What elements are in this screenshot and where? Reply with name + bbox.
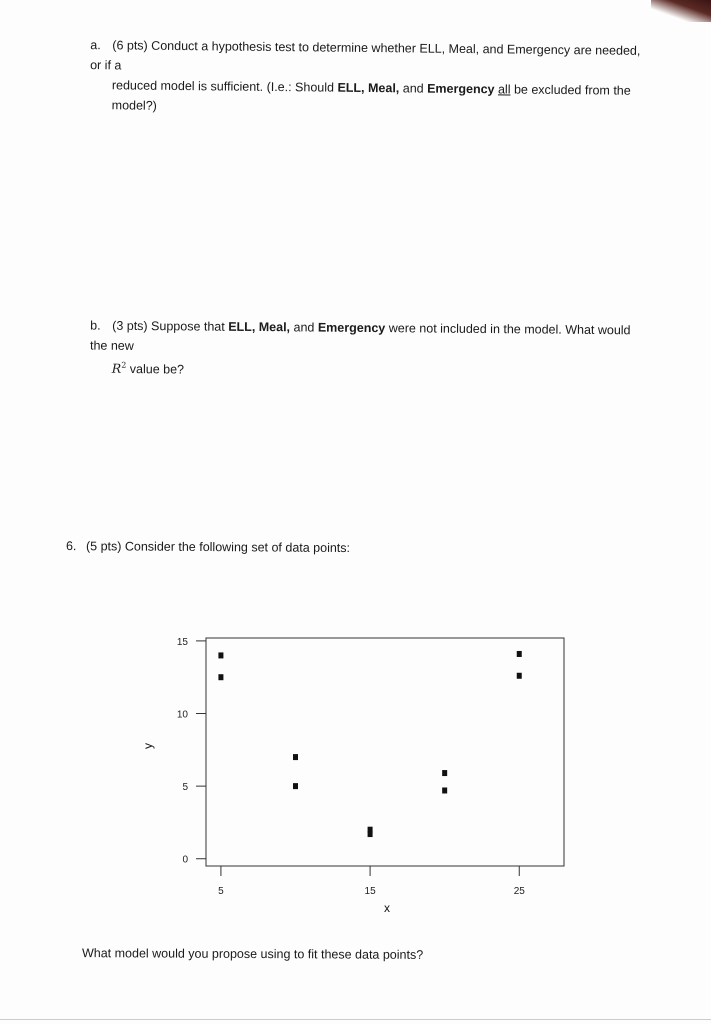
question-6-label: 6. [65, 539, 77, 554]
question-a-label: a. [90, 38, 101, 53]
text-segment: be excluded from the model?) [111, 82, 631, 113]
question-a-line1 [90, 35, 650, 81]
scatter-plot [130, 620, 580, 920]
y-tick-label: 0 [182, 854, 188, 866]
data-point [293, 783, 298, 789]
underlined-term: all [497, 82, 511, 97]
data-point [368, 831, 373, 837]
corner-mark [651, 0, 711, 22]
question-b-line1 [90, 316, 650, 361]
bold-term: Emergency [427, 81, 495, 97]
y-tick-label: 15 [176, 636, 188, 648]
data-point [517, 651, 522, 657]
text-segment: were not included in the model. What would the new [89, 321, 631, 353]
bold-term: ELL, Meal, [228, 319, 291, 335]
text-segment: and [290, 320, 318, 335]
bold-term: ELL, Meal, [337, 80, 400, 96]
y-tick-label: 10 [176, 709, 188, 721]
data-point [517, 673, 522, 679]
text-segment: reduced model is sufficient. (I.e.: Should [111, 78, 338, 95]
data-point [218, 652, 223, 658]
data-point [442, 787, 447, 793]
r-squared-symbol [112, 361, 127, 376]
text-segment: value be? [126, 362, 185, 377]
data-point [293, 754, 298, 760]
x-axis-label: x [384, 901, 390, 915]
x-tick-label: 15 [364, 886, 376, 897]
question-b-label: b. [90, 318, 101, 333]
question-b [90, 316, 651, 384]
plot-frame [206, 638, 564, 866]
bold-term: Emergency [317, 320, 386, 336]
data-point [218, 674, 223, 680]
y-tick-label: 5 [182, 782, 188, 794]
question-a-text: (6 pts) Conduct a hypothesis test to determine whether ELL, Meal, and Emergency are needed, or if a [90, 38, 641, 73]
question-6-text: (5 pts) Consider the following set of data points: [85, 539, 351, 556]
text-segment: (3 pts) Suppose that [112, 318, 229, 334]
r-power: 2 [121, 360, 127, 370]
x-tick-label: 5 [218, 886, 224, 897]
question-a-line2 [90, 75, 650, 121]
question-a [90, 35, 651, 121]
page-edge-line [0, 1019, 711, 1020]
question-6 [66, 536, 626, 560]
r-symbol: R [111, 360, 122, 376]
x-tick-label: 25 [513, 886, 525, 897]
data-point [442, 770, 447, 776]
question-b-line2 [90, 356, 650, 384]
y-axis-label: y [141, 743, 155, 749]
text-segment: and [399, 81, 428, 96]
followup-question: What model would you propose using to fit these data points? [81, 946, 424, 962]
